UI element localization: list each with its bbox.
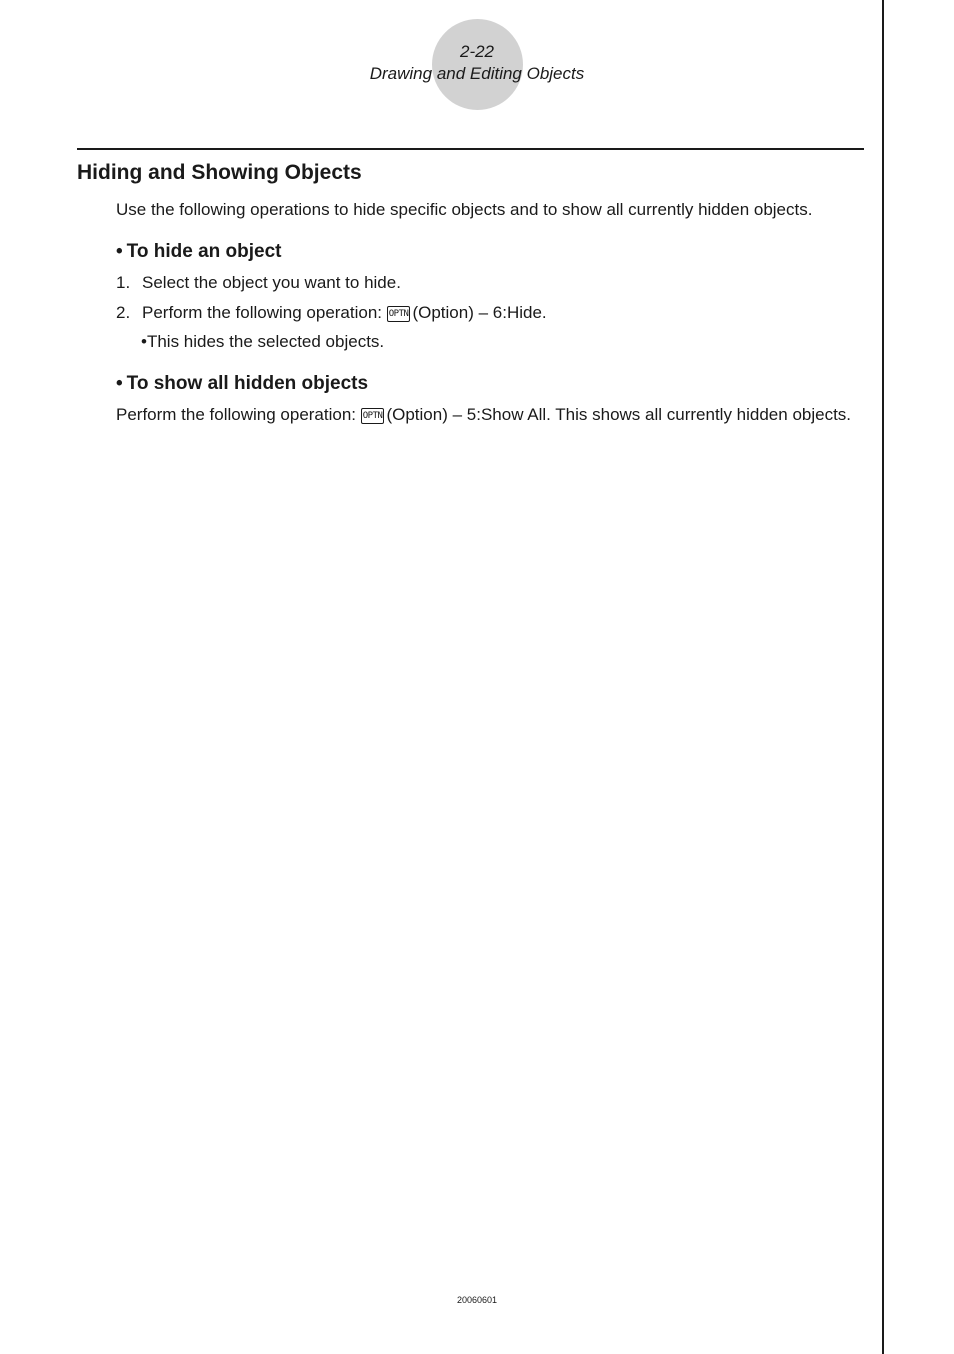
step-text: Perform the following operation: (142, 303, 383, 322)
chapter-title: Drawing and Editing Objects (369, 64, 585, 83)
section-title: Hiding and Showing Objects (77, 161, 362, 184)
section-intro: Use the following operations to hide specific objects and to show all currently hidden objects. (116, 200, 813, 219)
page-number: 2-22 (459, 42, 495, 61)
step-number: 1. (116, 273, 131, 292)
section-divider (77, 148, 864, 150)
show-text: Perform the following operation: (116, 405, 357, 424)
step-text-after: (Option) – 6:Hide. (412, 303, 547, 322)
step-text: Select the object you want to hide. (142, 273, 401, 292)
show-text-after: (Option) – 5:Show All. This shows all currently hidden objects. (386, 405, 852, 424)
bullet-icon: • (116, 373, 123, 394)
optn-key-icon: OPTN (361, 408, 385, 424)
hide-note-text: This hides the selected objects. (146, 332, 385, 351)
hide-step-1 (116, 272, 401, 294)
show-heading (116, 372, 368, 396)
hide-note (141, 331, 384, 353)
show-heading-text: To show all hidden objects (126, 373, 369, 394)
hide-heading-text: To hide an object (126, 241, 282, 262)
footer-code: 20060601 (456, 1295, 498, 1305)
hide-heading (116, 240, 281, 264)
bullet-icon: • (141, 332, 147, 351)
hide-step-2 (116, 302, 547, 324)
bullet-icon: • (116, 241, 123, 262)
step-number: 2. (116, 303, 131, 322)
page-edge-rule (882, 0, 884, 1354)
show-paragraph (116, 403, 856, 427)
optn-key-icon: OPTN (387, 306, 411, 322)
